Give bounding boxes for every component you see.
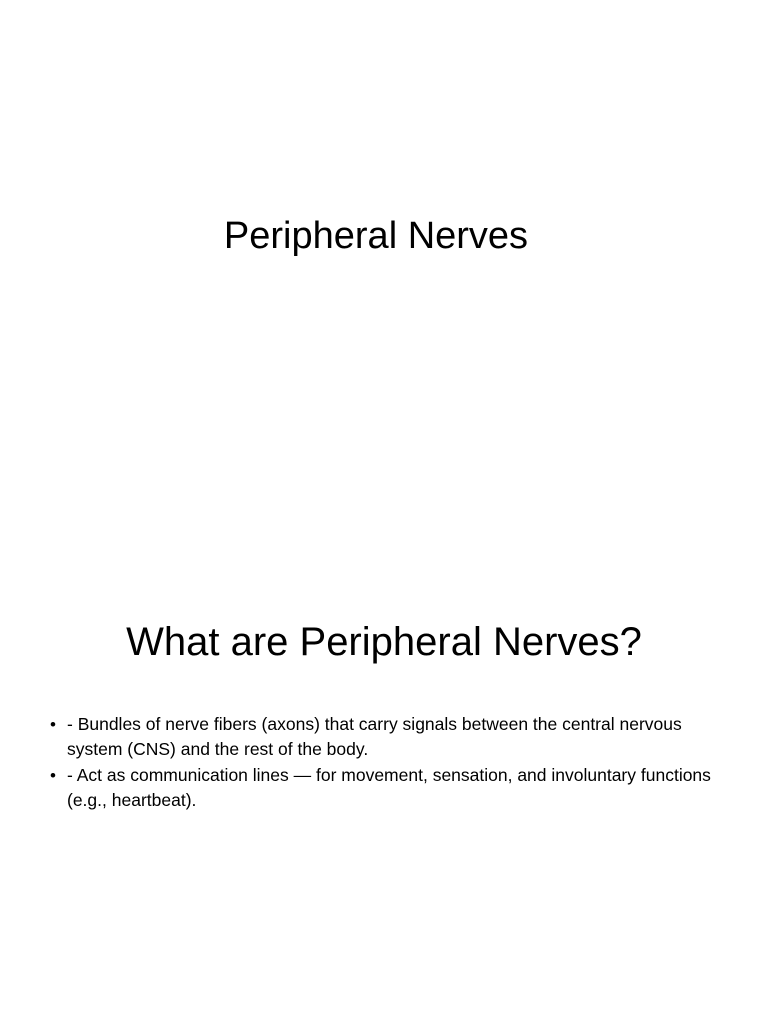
slide-heading: What are Peripheral Nerves? (126, 620, 642, 664)
content-slide (0, 430, 768, 1024)
bullet-text: - Act as communication lines — for movement, sensation, and involuntary functions (e.g., heartbeat). (67, 765, 711, 810)
bullet-text: - Bundles of nerve fibers (axons) that carry signals between the central nervous system (CNS) and the rest of the body. (67, 714, 682, 759)
title-slide (0, 0, 768, 430)
list-item (50, 763, 730, 813)
slide-title: Peripheral Nerves (223, 215, 529, 257)
list-item (50, 712, 730, 762)
bullet-icon: • (50, 766, 56, 785)
bullet-icon: • (50, 715, 56, 734)
bullet-list (50, 712, 730, 814)
